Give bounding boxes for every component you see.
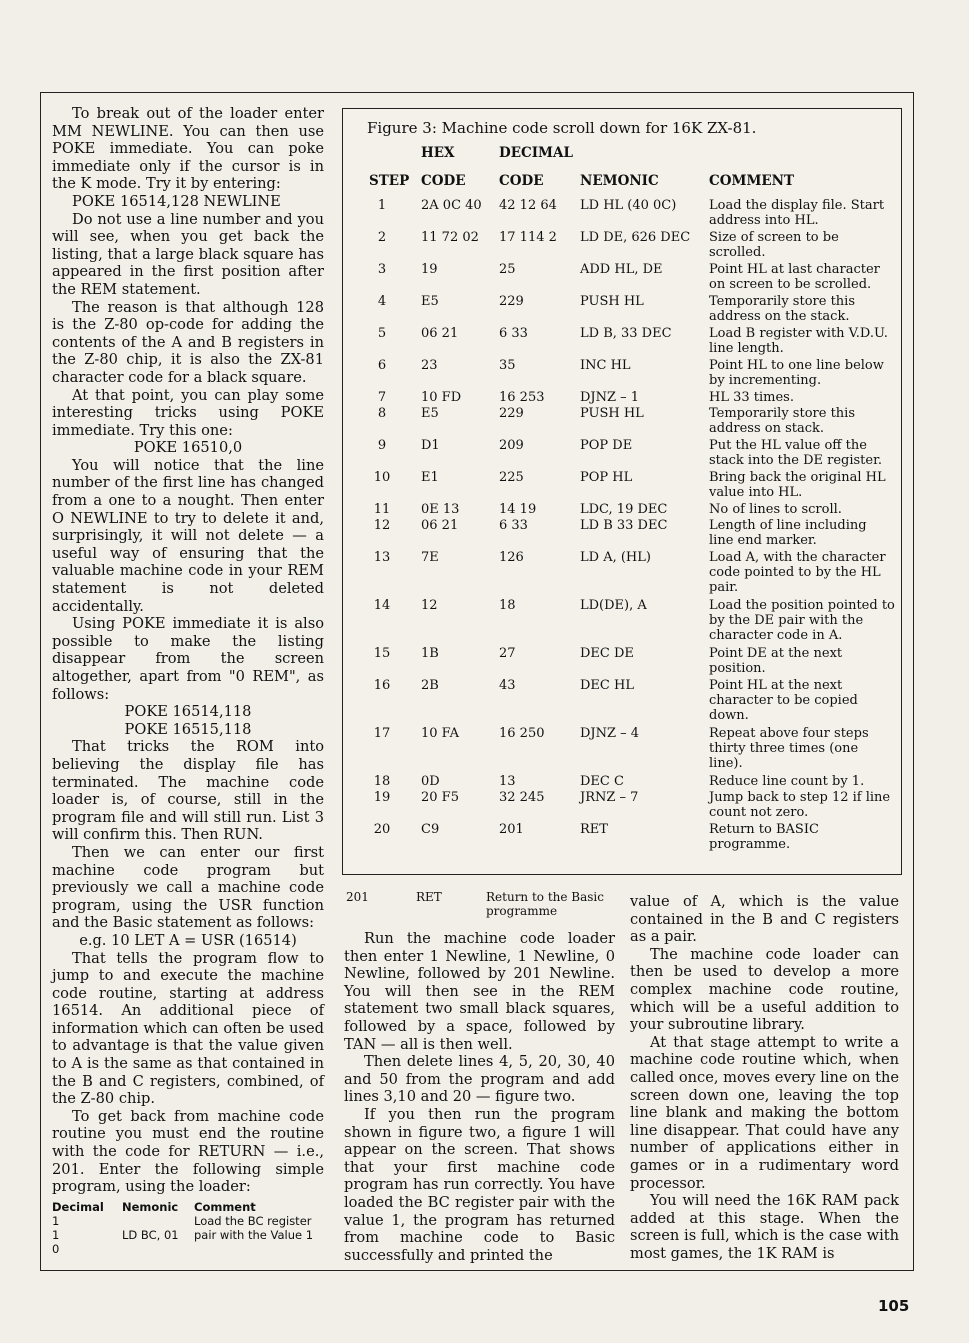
comment-cell: Jump back to step 12 if line count not zero.	[709, 790, 891, 820]
paragraph: The reason is that although 128 is the Z-80 op-code for adding the contents of the A and B registers in the Z-80 chip, it is also the ZX-81 character code for a black square.	[52, 298, 324, 386]
cell-nemonic	[122, 1242, 194, 1256]
loader-table	[52, 1200, 324, 1256]
code-line: POKE 16514,118	[124, 703, 252, 721]
hex-code-cell: E5	[421, 294, 439, 309]
decimal-code-cell: 229	[499, 294, 524, 309]
hex-code-cell: 19	[421, 262, 438, 277]
paragraph: value of A, which is the value contained in the B and C registers as a pair.	[630, 893, 899, 946]
hex-code-cell: 7E	[421, 550, 439, 565]
step-cell: 7	[377, 390, 387, 405]
nemonic-cell: POP HL	[580, 470, 633, 485]
hex-code-cell: E1	[421, 470, 439, 485]
paragraph: You will need the 16K RAM pack added at this stage. When the screen is full, which is the case with most games, the 1K RAM is	[630, 1192, 899, 1262]
header-nemonic: Nemonic	[122, 1199, 179, 1214]
paragraph: Run the machine code loader then enter 1 Newline, 1 Newline, 0 Newline, followed by 201 Newline. You will then see in the REM statement two small black squares, followed by a space, followed by TAN — all is then well.	[344, 930, 615, 1053]
hex-code-cell: 10 FD	[421, 390, 462, 405]
comment-cell: HL 33 times.	[709, 390, 794, 405]
step-cell: 3	[377, 262, 387, 277]
cell-nemonic: LD BC, 01	[122, 1227, 179, 1242]
step-cell: 10	[373, 470, 391, 485]
step-cell: 8	[377, 406, 387, 421]
ret-comment: Return to the Basic programme	[486, 890, 604, 918]
paragraph: To break out of the loader enter MM NEWLINE. You can then use POKE immediate. You can poke immediate only if the cursor is in the K mode. Try it by entering:	[52, 105, 324, 193]
hex-code-cell: E5	[421, 406, 439, 421]
cell-comment: Load the BC register	[194, 1213, 312, 1228]
decimal-code-cell: 32 245	[499, 790, 545, 805]
decimal-code-cell: 16 253	[499, 390, 545, 405]
hex-code-cell: 06 21	[421, 326, 459, 341]
hex-code-cell: 1B	[421, 646, 439, 661]
code-line: POKE 16514,128 NEWLINE	[72, 192, 281, 210]
nemonic-cell: ADD HL, DE	[580, 262, 663, 277]
column-1	[52, 105, 324, 1256]
comment-cell: Load A, with the character code pointed to by the HL pair.	[709, 550, 886, 595]
paragraph: The machine code loader can then be used to develop a more complex machine code routine, which will be a useful addition to your subroutine library.	[630, 945, 899, 1034]
nemonic-cell: LDC, 19 DEC	[580, 502, 668, 517]
nemonic-cell: LD A, (HL)	[580, 550, 651, 565]
nemonic-cell: LD DE, 626 DEC	[580, 230, 691, 245]
decimal-code-cell: 126	[499, 550, 524, 565]
nemonic-cell: LD B 33 DEC	[580, 518, 668, 533]
decimal-code-cell: 18	[499, 598, 516, 613]
comment-cell: Load the position pointed to by the DE pair with the character code in A.	[709, 598, 895, 643]
decimal-code-cell: 14 19	[499, 502, 537, 517]
decimal-code-cell: 6 33	[499, 326, 528, 341]
decimal-code-cell: 225	[499, 470, 524, 485]
paragraph: Then delete lines 4, 5, 20, 30, 40 and 50 from the program and add lines 3,10 and 20 — figure two.	[344, 1053, 615, 1106]
nemonic-cell: RET	[580, 822, 608, 837]
paragraph: To get back from machine code routine you must end the routine with the code for RETURN — i.e., 201. Enter the following simple program, using the loader:	[52, 1107, 324, 1196]
comment-cell: Length of line including line end marker.	[709, 518, 867, 548]
loader-table-header	[52, 1200, 324, 1214]
comment-cell: Reduce line count by 1.	[709, 774, 865, 789]
comment-cell: Repeat above four steps thirty three times (one line).	[709, 726, 869, 771]
cell-comment	[194, 1242, 324, 1256]
decimal-code-cell: 6 33	[499, 518, 528, 533]
comment-cell: Load B register with V.D.U. line length.	[709, 326, 888, 356]
loader-table-row	[52, 1242, 324, 1256]
header-comment: COMMENT	[709, 173, 795, 189]
column-3	[630, 893, 899, 1262]
paragraph: If you then run the program shown in figure two, a figure 1 will appear on the screen. That shows that your first machine code program has run correctly. You have loaded the BC register pair with the value 1, the program has returned from machine code to Basic successfully and printed the	[344, 1105, 615, 1264]
figure-title: Figure 3: Machine code scroll down for 16K ZX-81.	[367, 119, 757, 137]
cell-decimal: 1	[52, 1213, 60, 1228]
header-comment: Comment	[194, 1199, 256, 1214]
comment-cell: Load the display file. Start address into HL.	[709, 198, 885, 228]
step-cell: 14	[373, 598, 391, 613]
nemonic-cell: PUSH HL	[580, 294, 644, 309]
decimal-code-cell: 43	[499, 678, 516, 693]
hex-code-cell: 11 72 02	[421, 230, 479, 245]
decimal-code-cell: 17 114 2	[499, 230, 557, 245]
hex-code-cell: C9	[421, 822, 440, 837]
decimal-code-cell: 42 12 64	[499, 198, 557, 213]
loader-table-row	[52, 1228, 324, 1242]
comment-cell: Point HL at last character on screen to be scrolled.	[709, 262, 880, 292]
comment-cell: Temporarily store this address on stack.	[709, 406, 855, 436]
decimal-code-cell: 16 250	[499, 726, 545, 741]
step-cell: 20	[373, 822, 391, 837]
nemonic-cell: INC HL	[580, 358, 631, 373]
hex-code-cell: 2B	[421, 678, 439, 693]
nemonic-cell: DEC HL	[580, 678, 634, 693]
decimal-code-cell: 229	[499, 406, 524, 421]
paragraph: Then we can enter our first machine code program but previously we call a machine code program, using the USR function and the Basic statement as follows:	[52, 843, 324, 932]
cell-comment: pair with the Value 1	[194, 1227, 314, 1242]
cell-nemonic	[122, 1214, 194, 1228]
hex-code-cell: 12	[421, 598, 438, 613]
hex-code-cell: 0D	[421, 774, 440, 789]
paragraph: At that point, you can play some interesting tricks using POKE immediate. Try this one:	[52, 386, 324, 439]
decimal-code-cell: 209	[499, 438, 524, 453]
nemonic-cell: DJNZ – 4	[580, 726, 640, 741]
paragraph: You will notice that the line number of the first line has changed from a one to a nought. Then enter O NEWLINE to try to delete it and, surprisingly, it will not delete — a useful way of ensuring that the valuable machine code in your REM statement is not deleted accidentally.	[52, 456, 324, 615]
nemonic-cell: POP DE	[580, 438, 633, 453]
step-cell: 5	[377, 326, 387, 341]
header-hex: HEX	[421, 145, 455, 161]
code-line: POKE 16510,0	[133, 439, 243, 457]
hex-code-cell: 06 21	[421, 518, 459, 533]
nemonic-cell: DEC C	[580, 774, 624, 789]
comment-cell: No of lines to scroll.	[709, 502, 842, 517]
comment-cell: Bring back the original HL value into HL.	[709, 470, 886, 500]
hex-code-cell: D1	[421, 438, 440, 453]
nemonic-cell: PUSH HL	[580, 406, 644, 421]
step-cell: 16	[373, 678, 391, 693]
comment-cell: Return to BASIC programme.	[709, 822, 819, 852]
step-cell: 9	[377, 438, 387, 453]
step-cell: 13	[373, 550, 391, 565]
cell-decimal: 0	[52, 1241, 60, 1256]
decimal-code-cell: 35	[499, 358, 516, 373]
column-2	[344, 930, 615, 1264]
nemonic-cell: LD B, 33 DEC	[580, 326, 672, 341]
hex-code-cell: 20 F5	[421, 790, 459, 805]
ret-decimal: 201	[346, 890, 369, 904]
ret-nemonic: RET	[416, 890, 442, 904]
step-cell: 1	[377, 198, 387, 213]
step-cell: 18	[373, 774, 391, 789]
nemonic-cell: DEC DE	[580, 646, 634, 661]
hex-code-cell: 10 FA	[421, 726, 459, 741]
hex-code-cell: 2A 0C 40	[421, 198, 482, 213]
header-decimal: DECIMAL	[499, 145, 573, 161]
comment-cell: Point HL to one line below by incrementing.	[709, 358, 884, 388]
comment-cell: Point HL at the next character to be copied down.	[709, 678, 858, 723]
header-nemonic: NEMONIC	[580, 173, 659, 189]
step-cell: 2	[377, 230, 387, 245]
step-cell: 12	[373, 518, 391, 533]
header-step: STEP	[369, 173, 410, 189]
step-cell: 6	[377, 358, 387, 373]
step-cell: 15	[373, 646, 391, 661]
paragraph: That tricks the ROM into believing the display file has terminated. The machine code loader is, of course, still in the program file and will still run. List 3 will confirm this. Then RUN.	[52, 738, 324, 844]
header-code-decimal: CODE	[499, 173, 544, 189]
header-code: CODE	[421, 173, 466, 189]
step-cell: 11	[373, 502, 391, 517]
nemonic-cell: LD HL (40 0C)	[580, 198, 677, 213]
nemonic-cell: LD(DE), A	[580, 598, 647, 613]
comment-cell: Temporarily store this address on the stack.	[709, 294, 855, 324]
step-cell: 19	[373, 790, 391, 805]
hex-code-cell: 0E 13	[421, 502, 460, 517]
step-cell: 17	[373, 726, 391, 741]
paragraph: That tells the program flow to jump to and execute the machine code routine, starting at address 16514. An additional piece of information which can often be used to advantage is that the value given to A is the same as that contained in the B and C registers, combined, of the Z-80 chip.	[52, 949, 324, 1108]
decimal-code-cell: 13	[499, 774, 516, 789]
paragraph: Using POKE immediate it is also possible to make the listing disappear from the screen altogether, apart from "0 REM", as follows:	[52, 615, 324, 703]
paragraph: At that stage attempt to write a machine code routine which, when called once, moves every line on the screen down one, leaving the top line blank and making the bottom line disappear. That could have any number of applications either in games or in a rudimentary word processor.	[630, 1033, 899, 1192]
comment-cell: Size of screen to be scrolled.	[709, 230, 839, 260]
hex-code-cell: 23	[421, 358, 438, 373]
code-line: POKE 16515,118	[124, 720, 252, 738]
nemonic-cell: JRNZ – 7	[580, 790, 639, 805]
header-decimal: Decimal	[52, 1199, 104, 1214]
comment-cell: Point DE at the next position.	[709, 646, 843, 676]
decimal-code-cell: 27	[499, 646, 516, 661]
code-line: e.g. 10 LET A = USR (16514)	[79, 931, 297, 949]
decimal-code-cell: 201	[499, 822, 524, 837]
step-cell: 4	[377, 294, 387, 309]
nemonic-cell: DJNZ – 1	[580, 390, 640, 405]
figure-3-table	[342, 108, 902, 875]
paragraph: Do not use a line number and you will see, when you get back the listing, that a large black square has appeared in the first position after the REM statement.	[52, 210, 324, 298]
comment-cell: Put the HL value off the stack into the DE register.	[709, 438, 883, 468]
page-number: 105	[878, 1297, 910, 1315]
loader-table-row	[52, 1214, 324, 1228]
decimal-code-cell: 25	[499, 262, 516, 277]
cell-decimal: 1	[52, 1227, 60, 1242]
